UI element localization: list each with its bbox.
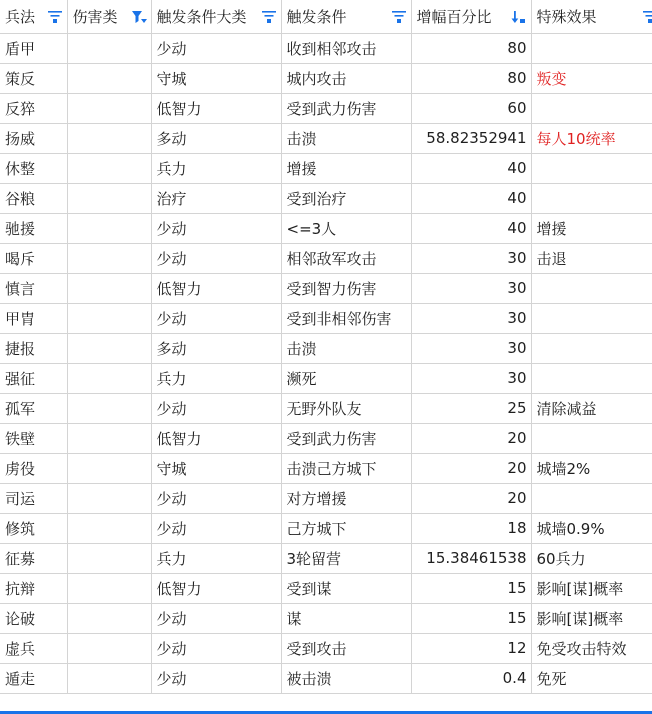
table-cell[interactable]: 免受攻击特效 bbox=[531, 633, 652, 663]
table-cell[interactable]: 虏役 bbox=[0, 453, 67, 483]
table-cell[interactable]: 清除减益 bbox=[531, 393, 652, 423]
table-cell[interactable]: 40 bbox=[411, 153, 531, 183]
table-cell[interactable]: 己方城下 bbox=[281, 513, 411, 543]
table-cell[interactable]: 策反 bbox=[0, 63, 67, 93]
header-row bbox=[0, 0, 652, 33]
table-cell[interactable]: 孤军 bbox=[0, 393, 67, 423]
table-cell[interactable]: 增援 bbox=[531, 213, 652, 243]
table-cell[interactable] bbox=[67, 333, 151, 363]
table-cell[interactable]: 城墙0.9% bbox=[531, 513, 652, 543]
table-cell[interactable] bbox=[67, 63, 151, 93]
table-cell[interactable]: 免死 bbox=[531, 663, 652, 693]
table-cell[interactable]: 12 bbox=[411, 633, 531, 663]
table-cell[interactable]: 谷粮 bbox=[0, 183, 67, 213]
table-cell[interactable]: 20 bbox=[411, 453, 531, 483]
table-row bbox=[0, 123, 652, 153]
table-row bbox=[0, 63, 652, 93]
column-header-label: 触发条件大类 bbox=[156, 7, 247, 26]
table-cell[interactable] bbox=[67, 483, 151, 513]
table-cell[interactable]: 少动 bbox=[151, 663, 281, 693]
table-cell[interactable]: 城墙2% bbox=[531, 453, 652, 483]
column-header-label: 特殊效果 bbox=[536, 7, 597, 26]
table-cell[interactable]: 治疗 bbox=[151, 183, 281, 213]
filter-active-icon[interactable] bbox=[131, 9, 147, 25]
table-cell[interactable] bbox=[531, 303, 652, 333]
table-cell[interactable] bbox=[67, 303, 151, 333]
table-cell[interactable] bbox=[531, 423, 652, 453]
column-header-label: 兵法 bbox=[5, 7, 36, 26]
table-cell[interactable]: 15 bbox=[411, 603, 531, 633]
table-cell[interactable]: 少动 bbox=[151, 213, 281, 243]
table-cell[interactable]: 58.82352941 bbox=[411, 123, 531, 153]
table-cell[interactable] bbox=[67, 663, 151, 693]
table-row bbox=[0, 633, 652, 663]
table-cell[interactable]: 40 bbox=[411, 183, 531, 213]
table-row bbox=[0, 153, 652, 183]
table-row bbox=[0, 423, 652, 453]
table-cell[interactable]: 征募 bbox=[0, 543, 67, 573]
column-header-label: 伤害类 bbox=[72, 7, 118, 26]
table-cell[interactable]: 少动 bbox=[151, 393, 281, 423]
table-cell[interactable]: 对方增援 bbox=[281, 483, 411, 513]
table-cell[interactable]: 15.38461538 bbox=[411, 543, 531, 573]
table-cell[interactable]: 18 bbox=[411, 513, 531, 543]
table-cell[interactable]: 80 bbox=[411, 63, 531, 93]
table-row bbox=[0, 93, 652, 123]
table-cell[interactable]: 休整 bbox=[0, 153, 67, 183]
column-header-2[interactable] bbox=[151, 0, 281, 33]
table-cell[interactable] bbox=[67, 273, 151, 303]
table-cell[interactable]: 受到武力伤害 bbox=[281, 423, 411, 453]
table-cell[interactable] bbox=[531, 273, 652, 303]
table-cell[interactable]: 低智力 bbox=[151, 423, 281, 453]
table-cell[interactable]: 0.4 bbox=[411, 663, 531, 693]
table-row bbox=[0, 363, 652, 393]
table-cell[interactable]: 受到智力伤害 bbox=[281, 273, 411, 303]
table-row bbox=[0, 603, 652, 633]
column-header-3[interactable] bbox=[281, 0, 411, 33]
table-cell[interactable] bbox=[531, 93, 652, 123]
table-cell[interactable]: 30 bbox=[411, 333, 531, 363]
table-cell[interactable] bbox=[67, 393, 151, 423]
table-row bbox=[0, 273, 652, 303]
table-cell[interactable]: 反猝 bbox=[0, 93, 67, 123]
column-header-0[interactable] bbox=[0, 0, 67, 33]
table-cell[interactable]: 被击溃 bbox=[281, 663, 411, 693]
column-header-4[interactable] bbox=[411, 0, 531, 33]
table-cell[interactable]: 守城 bbox=[151, 453, 281, 483]
table-cell[interactable]: <=3人 bbox=[281, 213, 411, 243]
table-cell[interactable] bbox=[67, 153, 151, 183]
table-cell[interactable] bbox=[67, 573, 151, 603]
table-cell[interactable] bbox=[67, 363, 151, 393]
table-cell[interactable]: 驰援 bbox=[0, 213, 67, 243]
table-cell[interactable] bbox=[67, 603, 151, 633]
table-cell[interactable]: 扬威 bbox=[0, 123, 67, 153]
table-cell[interactable]: 甲胄 bbox=[0, 303, 67, 333]
table-cell[interactable] bbox=[531, 363, 652, 393]
table-cell[interactable] bbox=[531, 333, 652, 363]
table-row bbox=[0, 303, 652, 333]
table-cell[interactable]: 少动 bbox=[151, 633, 281, 663]
table-cell[interactable]: 濒死 bbox=[281, 363, 411, 393]
table-cell[interactable]: 兵力 bbox=[151, 543, 281, 573]
table-cell[interactable]: 击溃己方城下 bbox=[281, 453, 411, 483]
table-cell[interactable]: 20 bbox=[411, 423, 531, 453]
table-cell[interactable] bbox=[67, 423, 151, 453]
table-row bbox=[0, 243, 652, 273]
table-row bbox=[0, 663, 652, 693]
table-cell[interactable] bbox=[67, 633, 151, 663]
table-cell[interactable]: 影响[谋]概率 bbox=[531, 573, 652, 603]
table-cell[interactable]: 抗辩 bbox=[0, 573, 67, 603]
table-cell[interactable] bbox=[67, 93, 151, 123]
table-cell[interactable] bbox=[531, 33, 652, 63]
table-row bbox=[0, 513, 652, 543]
table-cell[interactable]: 少动 bbox=[151, 33, 281, 63]
table-cell[interactable]: 盾甲 bbox=[0, 33, 67, 63]
table-cell[interactable]: 谋 bbox=[281, 603, 411, 633]
table-row bbox=[0, 183, 652, 213]
table-cell[interactable]: 3轮留营 bbox=[281, 543, 411, 573]
filter-icon[interactable] bbox=[47, 9, 63, 25]
table-row bbox=[0, 573, 652, 603]
table-cell[interactable]: 少动 bbox=[151, 243, 281, 273]
table-cell[interactable] bbox=[67, 513, 151, 543]
table-cell[interactable] bbox=[67, 123, 151, 153]
table-cell[interactable]: 慎言 bbox=[0, 273, 67, 303]
table-cell[interactable]: 强征 bbox=[0, 363, 67, 393]
table-cell[interactable]: 30 bbox=[411, 273, 531, 303]
table-cell[interactable]: 受到攻击 bbox=[281, 633, 411, 663]
table-cell[interactable]: 30 bbox=[411, 303, 531, 333]
table-cell[interactable]: 喝斥 bbox=[0, 243, 67, 273]
table-cell[interactable]: 受到谋 bbox=[281, 573, 411, 603]
table-row bbox=[0, 213, 652, 243]
table-cell[interactable] bbox=[531, 183, 652, 213]
table-cell[interactable]: 无野外队友 bbox=[281, 393, 411, 423]
table-cell[interactable]: 多动 bbox=[151, 123, 281, 153]
table-cell[interactable] bbox=[67, 453, 151, 483]
table-cell[interactable]: 受到非相邻伤害 bbox=[281, 303, 411, 333]
sort-desc-filter-icon[interactable] bbox=[511, 9, 527, 25]
table-row bbox=[0, 453, 652, 483]
table-body bbox=[0, 33, 652, 693]
table-cell[interactable]: 捷报 bbox=[0, 333, 67, 363]
table-cell[interactable] bbox=[531, 483, 652, 513]
table-cell[interactable]: 兵力 bbox=[151, 363, 281, 393]
table-cell[interactable]: 论破 bbox=[0, 603, 67, 633]
table-cell[interactable]: 25 bbox=[411, 393, 531, 423]
table-cell[interactable]: 少动 bbox=[151, 603, 281, 633]
table-cell[interactable]: 影响[谋]概率 bbox=[531, 603, 652, 633]
column-header-label: 触发条件 bbox=[286, 7, 347, 26]
table-cell[interactable]: 60兵力 bbox=[531, 543, 652, 573]
table-cell[interactable] bbox=[67, 33, 151, 63]
table-cell[interactable]: 修筑 bbox=[0, 513, 67, 543]
table-cell[interactable]: 20 bbox=[411, 483, 531, 513]
table-cell[interactable]: 少动 bbox=[151, 513, 281, 543]
table-row bbox=[0, 33, 652, 63]
table-row bbox=[0, 393, 652, 423]
table-row bbox=[0, 543, 652, 573]
table-cell[interactable]: 受到武力伤害 bbox=[281, 93, 411, 123]
table-cell[interactable]: 低智力 bbox=[151, 273, 281, 303]
table-cell[interactable]: 增援 bbox=[281, 153, 411, 183]
table-cell[interactable]: 城内攻击 bbox=[281, 63, 411, 93]
table-cell[interactable]: 司运 bbox=[0, 483, 67, 513]
table-cell[interactable]: 铁壁 bbox=[0, 423, 67, 453]
table-cell[interactable]: 收到相邻攻击 bbox=[281, 33, 411, 63]
table-cell[interactable]: 遁走 bbox=[0, 663, 67, 693]
table-row bbox=[0, 483, 652, 513]
column-header-label: 增幅百分比 bbox=[416, 7, 492, 26]
table-cell[interactable]: 15 bbox=[411, 573, 531, 603]
column-header-5[interactable] bbox=[531, 0, 652, 33]
table-cell[interactable]: 少动 bbox=[151, 483, 281, 513]
table-cell[interactable]: 守城 bbox=[151, 63, 281, 93]
table-cell[interactable]: 40 bbox=[411, 213, 531, 243]
table-cell[interactable]: 低智力 bbox=[151, 93, 281, 123]
table-cell[interactable]: 30 bbox=[411, 243, 531, 273]
table-cell[interactable]: 击溃 bbox=[281, 333, 411, 363]
table-cell[interactable]: 少动 bbox=[151, 303, 281, 333]
table-cell[interactable] bbox=[67, 243, 151, 273]
filter-icon[interactable] bbox=[261, 9, 277, 25]
table-cell[interactable]: 击退 bbox=[531, 243, 652, 273]
table-cell[interactable] bbox=[531, 153, 652, 183]
table-cell[interactable]: 多动 bbox=[151, 333, 281, 363]
table-cell[interactable]: 击溃 bbox=[281, 123, 411, 153]
table-cell[interactable]: 兵力 bbox=[151, 153, 281, 183]
table-cell[interactable]: 叛变 bbox=[531, 63, 652, 93]
table-cell[interactable] bbox=[67, 213, 151, 243]
filter-icon[interactable] bbox=[642, 9, 652, 25]
filter-icon[interactable] bbox=[391, 9, 407, 25]
table-cell[interactable]: 60 bbox=[411, 93, 531, 123]
table-cell[interactable]: 受到治疗 bbox=[281, 183, 411, 213]
column-header-1[interactable] bbox=[67, 0, 151, 33]
table-cell[interactable]: 相邻敌军攻击 bbox=[281, 243, 411, 273]
table-cell[interactable]: 低智力 bbox=[151, 573, 281, 603]
table-cell[interactable]: 80 bbox=[411, 33, 531, 63]
table-cell[interactable]: 每人10统率 bbox=[531, 123, 652, 153]
table-cell[interactable] bbox=[67, 183, 151, 213]
table-cell[interactable] bbox=[67, 543, 151, 573]
table-cell[interactable]: 虚兵 bbox=[0, 633, 67, 663]
table-row bbox=[0, 333, 652, 363]
table-cell[interactable]: 30 bbox=[411, 363, 531, 393]
